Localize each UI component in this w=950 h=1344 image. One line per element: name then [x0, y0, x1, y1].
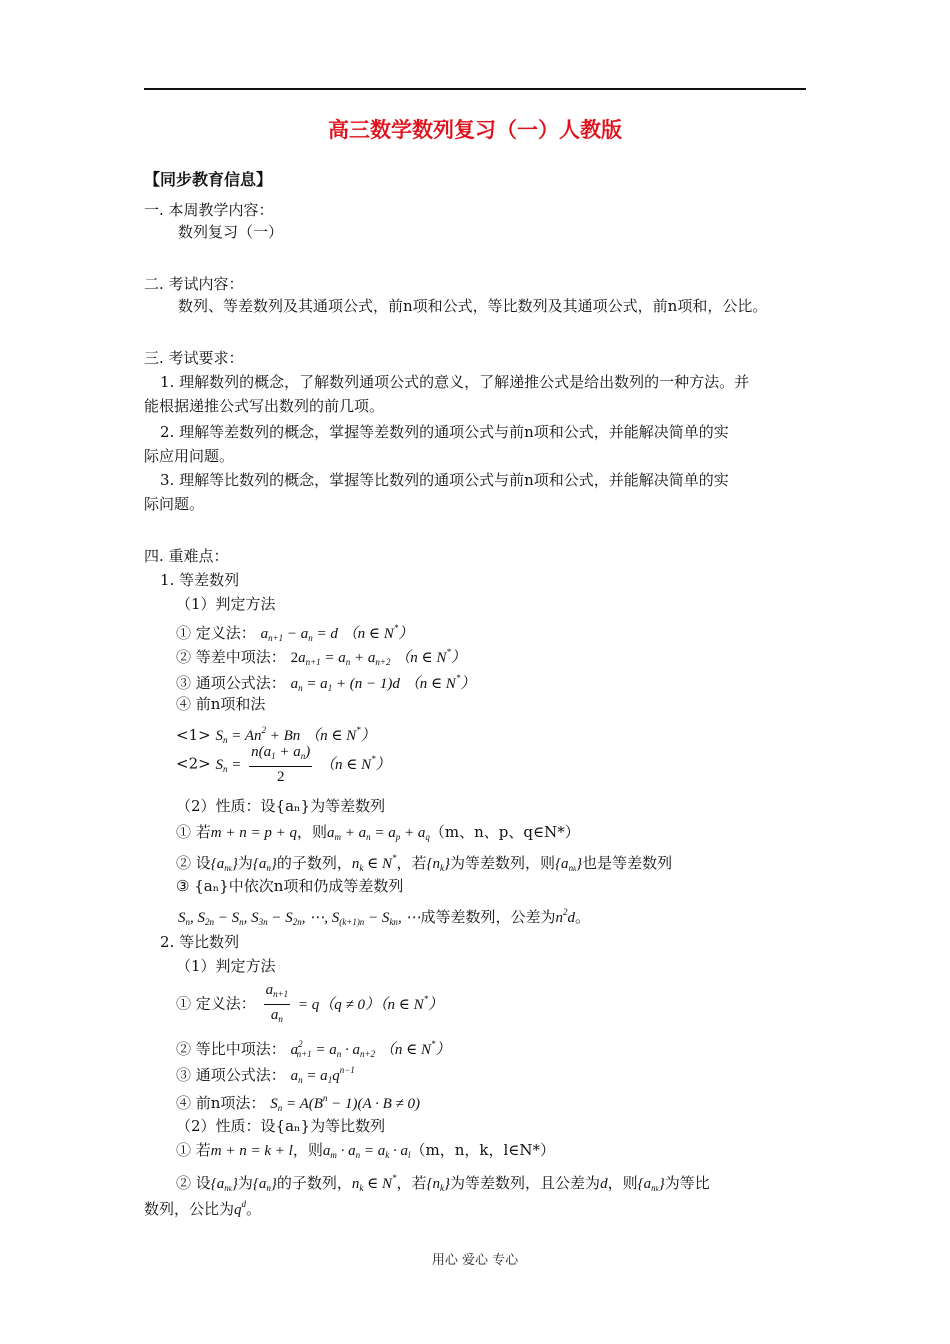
arith-sum2-domain: （n ∈ N*） — [320, 753, 391, 773]
header-rule — [144, 88, 806, 90]
arith-def-label: ① 定义法： — [176, 624, 256, 642]
geo-p2-g: 为等比 — [664, 1174, 710, 1192]
arith-sum2-label: <2> — [176, 754, 211, 773]
geo-p1-a: ① 若 — [176, 1141, 211, 1159]
arith-p3-formula: $S_n$, $S_{2n} - S_n$, $S_{3n} - S_{2n}$, ⋯, $S_{(k+1)n} - S_{kn}$, ⋯ — [178, 910, 421, 927]
geo-p2-c: 的子数列， — [276, 1174, 352, 1192]
geo-prop: （2）性质：设{aₙ}为等比数列 — [176, 1117, 386, 1135]
geo-p2-ratio: $q^d$ — [234, 1199, 247, 1218]
geo-mid-domain: （n ∈ N*） — [379, 1039, 451, 1058]
s3-req1-a: 1. 理解数列的概念，了解数列通项公式的意义，了解递推公式是给出数列的一种方法。并 — [160, 373, 750, 391]
geo-judge: （1）判定方法 — [176, 957, 276, 975]
geo-sum — [176, 1088, 420, 1118]
page-footer: 用心 爱心 专心 — [431, 1253, 519, 1268]
arith-p1 — [176, 822, 580, 847]
arith-gen-label: ③ 通项公式法： — [176, 674, 286, 692]
arith-p3-diff: $n^2d$ — [555, 907, 575, 926]
arith-sum1-label: <1> — [176, 726, 211, 744]
page-title: 高三数学数列复习（一）人教版 — [328, 118, 622, 142]
arith-def-domain: （n ∈ N*） — [342, 623, 414, 642]
arith-sum1-formula: $S_n = An^2 + Bn$ — [215, 725, 301, 745]
arith-p2-d: ，若 — [396, 854, 427, 872]
geo-sum-formula: $S_n = A(B^n - 1)(A \cdot B \ne 0)$ — [270, 1093, 421, 1113]
s3-req3-b: 际问题。 — [144, 495, 205, 513]
arith-sum-label: ④ 前n项和法 — [176, 695, 266, 713]
geo-p2-end: 。 — [246, 1200, 262, 1218]
arith-p3-sums — [178, 902, 590, 932]
geo-p2-cond: $n_k$ ∈ N* — [351, 1173, 397, 1193]
arith-p2-a: ② 设 — [176, 854, 211, 872]
arith-p2 — [176, 848, 672, 879]
geo-def-fraction: $\frac{a_{n+1}}{a_n}$ — [265, 982, 289, 1024]
s3-req2-a: 2. 理解等差数列的概念，掌握等差数列的通项公式与前n项和公式，并能解决简单的实 — [160, 423, 729, 441]
arith-sum2-fraction: $\frac{n(a_1 + a_n)}{2}$ — [251, 744, 311, 785]
arith-p2-subseq: $\{a_{nk}\}$ — [210, 856, 238, 873]
arith-p1-c: （m、n、p、q∈N*） — [429, 823, 580, 841]
geo-p1-b: ，则 — [292, 1141, 323, 1159]
geo-p2-e: 为等差数列，且公差为 — [450, 1174, 601, 1192]
s2-body: 数列、等差数列及其通项公式，前n项和公式，等比数列及其通项公式，前n项和，公比。 — [178, 297, 768, 315]
geo-p2-d-var: d — [600, 1176, 608, 1192]
geo-gen-label: ③ 通项公式法： — [176, 1066, 286, 1084]
geo-p2-f: ，则 — [607, 1174, 638, 1192]
arith-judge: （1）判定方法 — [176, 595, 276, 613]
arith-sum2 — [176, 742, 391, 787]
arith-p1-cond: m + n = p + q — [210, 825, 297, 841]
geo-def — [176, 980, 443, 1029]
s3-heading: 三. 考试要求： — [144, 349, 244, 367]
geo-def-label: ① 定义法： — [176, 994, 256, 1013]
arith-p2-b: 为 — [237, 854, 253, 872]
section-header: 【同步教育信息】 — [144, 170, 273, 189]
geo-p1 — [176, 1140, 555, 1165]
arith-sum1-domain: （n ∈ N*） — [305, 725, 376, 744]
arith-p1-result: $a_m + a_n = a_p + a_q$ — [327, 825, 430, 842]
geo-p2-subseq2: $\{a_{nk}\}$ — [637, 1176, 665, 1193]
arith-p1-a: ① 若 — [176, 823, 211, 841]
arith-gen-domain: （n ∈ N*） — [404, 673, 476, 692]
s3-req2-b: 际应用问题。 — [144, 447, 235, 465]
arith-p3: ③ {aₙ}中依次n项和仍成等差数列 — [176, 877, 404, 895]
s1-heading: 一. 本周教学内容： — [144, 201, 274, 219]
arith-mid-formula: $2a_{n+1} = a_n + a_{n+2}$ — [290, 650, 391, 667]
geo-p2-seq: $\{a_n\}$ — [252, 1176, 277, 1193]
geo-def-formula: = q（q ≠ 0）（n ∈ N*） — [297, 993, 444, 1013]
arith-p2-seq: $\{a_n\}$ — [252, 856, 277, 873]
s3-req3-a: 3. 理解等比数列的概念，掌握等比数列的通项公式与前n项和公式，并能解决简单的实 — [160, 471, 729, 489]
geo-mid-formula: $a^2_{n+1} = a_n \cdot a_{n+2}$ — [290, 1039, 376, 1059]
s1-body: 数列复习（一） — [178, 223, 284, 241]
arith-p2-cond: $n_k$ ∈ N* — [351, 853, 397, 873]
geo-p2-subseq: $\{a_{nk}\}$ — [210, 1176, 238, 1193]
arith-p2-indices: $\{n_k\}$ — [426, 856, 451, 873]
arith-mid-domain: （n ∈ N*） — [395, 647, 466, 666]
s3-req1-b: 能根据递推公式写出数列的前几项。 — [144, 397, 385, 415]
geo-label: 2. 等比数列 — [160, 933, 240, 951]
geo-p2-d: ，若 — [396, 1174, 427, 1192]
arith-p2-subseq2: $\{a_{nk}\}$ — [555, 856, 583, 873]
geo-gen — [176, 1060, 355, 1090]
geo-p1-c: （m，n，k，l∈N*） — [410, 1141, 555, 1159]
geo-p2-cont — [144, 1194, 261, 1220]
geo-p2-b: 为 — [237, 1174, 253, 1192]
arith-p1-b: ，则 — [296, 823, 327, 841]
s4-heading: 四. 重难点： — [144, 547, 229, 565]
arith-sum2-lhs: $S_n$ = — [215, 756, 242, 774]
arith-p3-end: 。 — [574, 908, 590, 926]
arith-p2-f: 也是等差数列 — [582, 854, 673, 872]
geo-p2-h: 数列，公比为 — [144, 1200, 235, 1218]
arith-mid-label: ② 等差中项法： — [176, 648, 286, 666]
arith-def-formula: $a_{n+1} - a_n = d$ — [260, 626, 338, 643]
geo-p1-result: $a_m \cdot a_n = a_k \cdot a_l$ — [322, 1143, 411, 1160]
geo-mid-label: ② 等比中项法： — [176, 1040, 286, 1058]
geo-p1-cond: m + n = k + l — [210, 1143, 293, 1159]
geo-p2-a: ② 设 — [176, 1174, 211, 1192]
arith-prop: （2）性质：设{aₙ}为等差数列 — [176, 797, 386, 815]
arith-label: 1. 等差数列 — [160, 571, 240, 589]
geo-sum-label: ④ 前n项法： — [176, 1094, 266, 1112]
arith-p3-tail: 成等差数列，公差为 — [420, 908, 556, 926]
geo-p2-indices: $\{n_k\}$ — [426, 1176, 451, 1193]
s2-heading: 二. 考试内容： — [144, 275, 244, 293]
geo-gen-formula: $a_n = a_1q^{n-1}$ — [290, 1065, 355, 1085]
arith-p2-e: 为等差数列，则 — [450, 854, 556, 872]
arith-gen-formula: $a_n = a_1 + (n - 1)d$ — [290, 676, 400, 693]
arith-p2-c: 的子数列， — [276, 854, 352, 872]
